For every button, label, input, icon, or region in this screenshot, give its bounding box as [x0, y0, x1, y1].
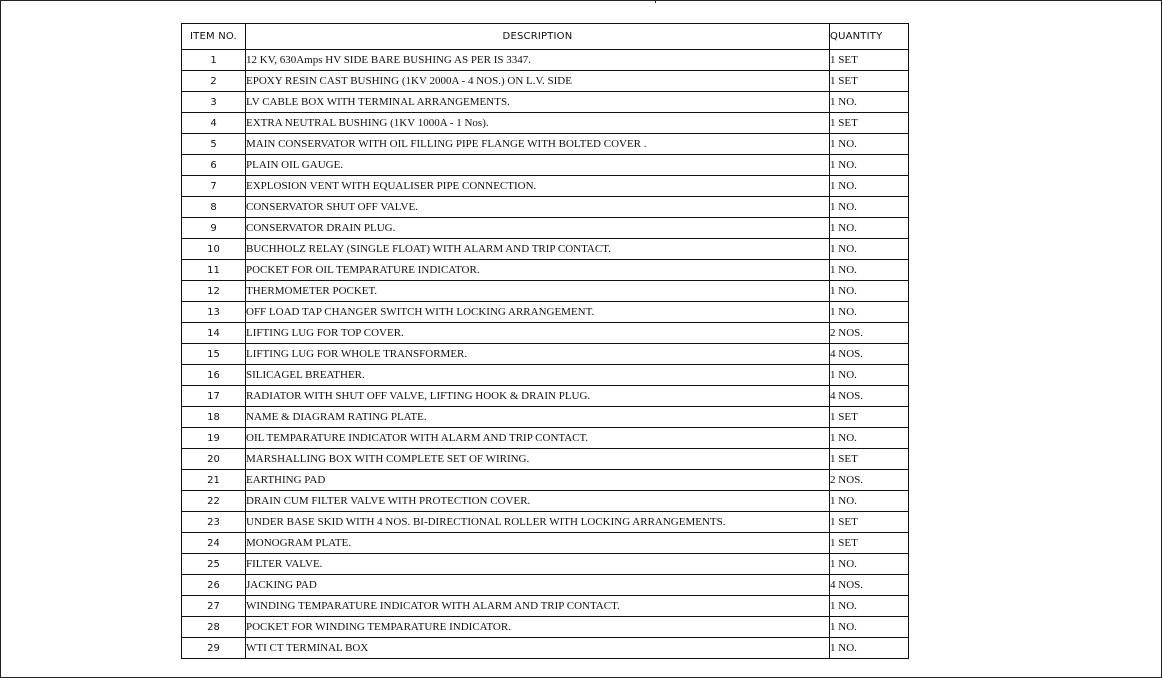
item-number-cell: 19 — [182, 428, 246, 449]
quantity-cell: 1 NO. — [830, 281, 909, 302]
table-row — [182, 134, 909, 155]
description-cell: RADIATOR WITH SHUT OFF VALVE, LIFTING HOOK & DRAIN PLUG. — [246, 386, 830, 407]
item-number-cell: 10 — [182, 239, 246, 260]
description-cell: CONSERVATOR DRAIN PLUG. — [246, 218, 830, 239]
description-cell: CONSERVATOR SHUT OFF VALVE. — [246, 197, 830, 218]
table-row — [182, 428, 909, 449]
bill-of-materials-table — [181, 23, 909, 659]
item-number-cell: 26 — [182, 575, 246, 596]
table-row — [182, 554, 909, 575]
description-cell: SILICAGEL BREATHER. — [246, 365, 830, 386]
quantity-cell: 1 NO. — [830, 617, 909, 638]
item-number-cell: 22 — [182, 491, 246, 512]
quantity-cell: 1 NO. — [830, 92, 909, 113]
quantity-cell: 1 SET — [830, 113, 909, 134]
quantity-cell: 1 NO. — [830, 428, 909, 449]
description-cell: UNDER BASE SKID WITH 4 NOS. BI-DIRECTIONAL ROLLER WITH LOCKING ARRANGEMENTS. — [246, 512, 830, 533]
table-row — [182, 617, 909, 638]
table-row — [182, 50, 909, 71]
frame-tick-mark — [655, 0, 656, 3]
description-cell: THERMOMETER POCKET. — [246, 281, 830, 302]
description-cell: LIFTING LUG FOR WHOLE TRANSFORMER. — [246, 344, 830, 365]
table-body — [182, 50, 909, 659]
description-cell: OFF LOAD TAP CHANGER SWITCH WITH LOCKING ARRANGEMENT. — [246, 302, 830, 323]
quantity-cell: 1 NO. — [830, 260, 909, 281]
item-number-cell: 18 — [182, 407, 246, 428]
quantity-cell: 1 NO. — [830, 554, 909, 575]
table-row — [182, 365, 909, 386]
quantity-cell: 1 NO. — [830, 155, 909, 176]
table-row — [182, 323, 909, 344]
quantity-cell: 1 NO. — [830, 365, 909, 386]
description-cell: JACKING PAD — [246, 575, 830, 596]
item-number-cell: 13 — [182, 302, 246, 323]
item-number-cell: 6 — [182, 155, 246, 176]
table-row — [182, 491, 909, 512]
table-row — [182, 92, 909, 113]
description-cell: EXTRA NEUTRAL BUSHING (1KV 1000A - 1 Nos). — [246, 113, 830, 134]
table-row — [182, 281, 909, 302]
table-row — [182, 239, 909, 260]
quantity-cell: 4 NOS. — [830, 344, 909, 365]
quantity-cell: 2 NOS. — [830, 323, 909, 344]
quantity-cell: 2 NOS. — [830, 470, 909, 491]
item-number-cell: 4 — [182, 113, 246, 134]
quantity-cell: 4 NOS. — [830, 575, 909, 596]
item-number-cell: 24 — [182, 533, 246, 554]
description-cell: MAIN CONSERVATOR WITH OIL FILLING PIPE FLANGE WITH BOLTED COVER . — [246, 134, 830, 155]
description-cell: LIFTING LUG FOR TOP COVER. — [246, 323, 830, 344]
description-cell: FILTER VALVE. — [246, 554, 830, 575]
item-number-cell: 12 — [182, 281, 246, 302]
table-row — [182, 302, 909, 323]
quantity-cell: 1 NO. — [830, 176, 909, 197]
item-number-cell: 9 — [182, 218, 246, 239]
table-row — [182, 176, 909, 197]
description-cell: NAME & DIAGRAM RATING PLATE. — [246, 407, 830, 428]
table-row — [182, 470, 909, 491]
quantity-cell: 1 SET — [830, 449, 909, 470]
table-row — [182, 344, 909, 365]
quantity-cell: 1 SET — [830, 512, 909, 533]
quantity-cell: 1 NO. — [830, 134, 909, 155]
table-row — [182, 638, 909, 659]
item-number-cell: 3 — [182, 92, 246, 113]
quantity-cell: 1 SET — [830, 533, 909, 554]
item-number-cell: 27 — [182, 596, 246, 617]
table-row — [182, 218, 909, 239]
quantity-cell: 1 NO. — [830, 218, 909, 239]
table-row — [182, 260, 909, 281]
description-cell: WTI CT TERMINAL BOX — [246, 638, 830, 659]
table-header-row — [182, 24, 909, 50]
item-number-cell: 1 — [182, 50, 246, 71]
table-row — [182, 386, 909, 407]
item-number-cell: 8 — [182, 197, 246, 218]
quantity-cell: 1 SET — [830, 71, 909, 92]
quantity-cell: 4 NOS. — [830, 386, 909, 407]
table-row — [182, 155, 909, 176]
description-cell: MONOGRAM PLATE. — [246, 533, 830, 554]
description-cell: OIL TEMPARATURE INDICATOR WITH ALARM AND TRIP CONTACT. — [246, 428, 830, 449]
description-cell: WINDING TEMPARATURE INDICATOR WITH ALARM AND TRIP CONTACT. — [246, 596, 830, 617]
table-row — [182, 197, 909, 218]
description-cell: EARTHING PAD — [246, 470, 830, 491]
quantity-cell: 1 NO. — [830, 491, 909, 512]
quantity-cell: 1 SET — [830, 50, 909, 71]
header-description: DESCRIPTION — [246, 24, 830, 50]
table-row — [182, 533, 909, 554]
item-number-cell: 16 — [182, 365, 246, 386]
item-number-cell: 28 — [182, 617, 246, 638]
table-row — [182, 407, 909, 428]
description-cell: BUCHHOLZ RELAY (SINGLE FLOAT) WITH ALARM AND TRIP CONTACT. — [246, 239, 830, 260]
item-number-cell: 7 — [182, 176, 246, 197]
item-number-cell: 14 — [182, 323, 246, 344]
description-cell: DRAIN CUM FILTER VALVE WITH PROTECTION COVER. — [246, 491, 830, 512]
description-cell: MARSHALLING BOX WITH COMPLETE SET OF WIRING. — [246, 449, 830, 470]
table-row — [182, 71, 909, 92]
description-cell: PLAIN OIL GAUGE. — [246, 155, 830, 176]
item-number-cell: 25 — [182, 554, 246, 575]
item-number-cell: 29 — [182, 638, 246, 659]
item-number-cell: 15 — [182, 344, 246, 365]
item-number-cell: 17 — [182, 386, 246, 407]
header-quantity: QUANTITY — [830, 24, 909, 50]
description-cell: 12 KV, 630Amps HV SIDE BARE BUSHING AS PER IS 3347. — [246, 50, 830, 71]
item-number-cell: 5 — [182, 134, 246, 155]
table-row — [182, 113, 909, 134]
quantity-cell: 1 SET — [830, 407, 909, 428]
item-number-cell: 11 — [182, 260, 246, 281]
quantity-cell: 1 NO. — [830, 197, 909, 218]
quantity-cell: 1 NO. — [830, 638, 909, 659]
table-row — [182, 449, 909, 470]
description-cell: POCKET FOR WINDING TEMPARATURE INDICATOR. — [246, 617, 830, 638]
header-item-no: ITEM NO. — [182, 24, 246, 50]
item-number-cell: 20 — [182, 449, 246, 470]
item-number-cell: 21 — [182, 470, 246, 491]
table-row — [182, 596, 909, 617]
table-row — [182, 575, 909, 596]
table-row — [182, 512, 909, 533]
quantity-cell: 1 NO. — [830, 596, 909, 617]
quantity-cell: 1 NO. — [830, 239, 909, 260]
description-cell: POCKET FOR OIL TEMPARATURE INDICATOR. — [246, 260, 830, 281]
description-cell: EPOXY RESIN CAST BUSHING (1KV 2000A - 4 NOS.) ON L.V. SIDE — [246, 71, 830, 92]
description-cell: LV CABLE BOX WITH TERMINAL ARRANGEMENTS. — [246, 92, 830, 113]
description-cell: EXPLOSION VENT WITH EQUALISER PIPE CONNECTION. — [246, 176, 830, 197]
quantity-cell: 1 NO. — [830, 302, 909, 323]
item-number-cell: 23 — [182, 512, 246, 533]
item-number-cell: 2 — [182, 71, 246, 92]
